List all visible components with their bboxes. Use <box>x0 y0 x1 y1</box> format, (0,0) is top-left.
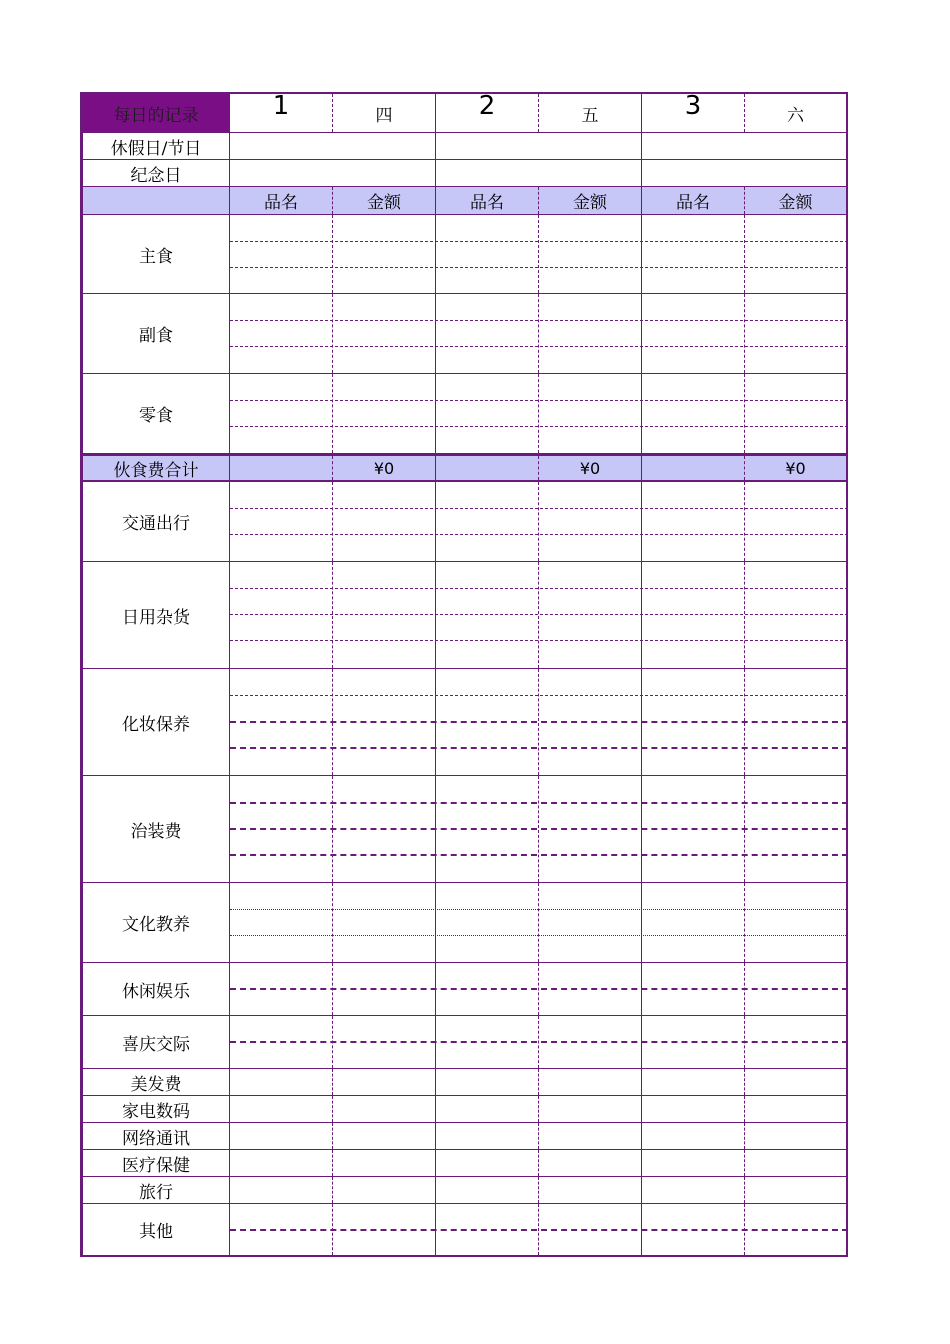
entry-cell[interactable] <box>642 1150 745 1176</box>
category-label: 旅行 <box>80 1177 230 1203</box>
entry-cell[interactable] <box>642 883 745 962</box>
food-total-label: 伙食费合计 <box>80 456 230 480</box>
category-row-electronics <box>80 1096 848 1123</box>
entry-cell[interactable] <box>230 1177 333 1203</box>
category-row-snack <box>80 374 848 454</box>
entry-cell[interactable] <box>333 1177 436 1203</box>
category-row-other <box>80 1204 848 1257</box>
entry-cell[interactable] <box>745 562 848 668</box>
category-label: 家电数码 <box>80 1096 230 1122</box>
entry-cell[interactable] <box>230 883 333 962</box>
row-divider <box>230 935 848 936</box>
row-divider <box>230 988 848 990</box>
row-divider <box>230 747 848 749</box>
entry-cell[interactable] <box>436 1150 539 1176</box>
food-total-value-2: ¥0 <box>539 456 642 480</box>
row-divider <box>230 241 848 242</box>
entry-cell[interactable] <box>539 1069 642 1095</box>
holiday-cell[interactable] <box>436 133 642 159</box>
entry-cell[interactable] <box>539 883 642 962</box>
food-total-value-1: ¥0 <box>333 456 436 480</box>
row-divider <box>230 346 848 347</box>
category-label: 其他 <box>80 1204 230 1255</box>
category-row-transport <box>80 482 848 562</box>
row-divider <box>230 909 848 910</box>
holiday-row <box>80 133 848 160</box>
category-label: 副食 <box>80 294 230 373</box>
row-divider <box>230 588 848 589</box>
row-divider <box>230 320 848 321</box>
entry-cell[interactable] <box>539 482 642 561</box>
entry-cell[interactable] <box>642 1177 745 1203</box>
day-number-2: 2 <box>436 94 539 132</box>
entry-cell[interactable] <box>745 883 848 962</box>
food-total-value-3: ¥0 <box>745 456 848 480</box>
category-label: 治装费 <box>80 776 230 882</box>
category-row-clothing <box>80 776 848 883</box>
anniversary-row <box>80 160 848 187</box>
category-label: 美发费 <box>80 1069 230 1095</box>
anniversary-label: 纪念日 <box>80 160 230 186</box>
entry-cell[interactable] <box>436 294 539 373</box>
entry-cell[interactable] <box>539 374 642 453</box>
entry-cell[interactable] <box>436 1177 539 1203</box>
category-row-medical <box>80 1150 848 1177</box>
entry-cell[interactable] <box>436 562 539 668</box>
entry-cell[interactable] <box>333 215 436 293</box>
entry-cell[interactable] <box>333 1150 436 1176</box>
row-divider <box>230 426 848 427</box>
column-amount: 金额 <box>539 187 642 214</box>
column-header-row <box>80 187 848 215</box>
category-row-staple <box>80 215 848 294</box>
entry-cell[interactable] <box>230 374 333 453</box>
entry-cell[interactable] <box>230 482 333 561</box>
entry-cell[interactable] <box>745 1123 848 1149</box>
category-row-daily-goods <box>80 562 848 669</box>
entry-cell[interactable] <box>539 562 642 668</box>
entry-cell[interactable] <box>333 294 436 373</box>
entry-cell[interactable] <box>230 1150 333 1176</box>
holiday-cell[interactable] <box>642 133 848 159</box>
entry-cell[interactable] <box>745 374 848 453</box>
column-item-name: 品名 <box>436 187 539 214</box>
anniversary-cell[interactable] <box>230 160 436 186</box>
entry-cell[interactable] <box>230 562 333 668</box>
category-label: 零食 <box>80 374 230 453</box>
entry-cell[interactable] <box>539 1096 642 1122</box>
entry-cell[interactable] <box>745 1069 848 1095</box>
entry-cell[interactable] <box>333 883 436 962</box>
column-amount: 金额 <box>745 187 848 214</box>
entry-cell[interactable] <box>333 1123 436 1149</box>
category-label: 网络通讯 <box>80 1123 230 1149</box>
column-item-name: 品名 <box>642 187 745 214</box>
weekday-1: 四 <box>333 94 436 132</box>
category-label: 化妆保养 <box>80 669 230 775</box>
entry-cell[interactable] <box>333 1069 436 1095</box>
category-label: 主食 <box>80 215 230 293</box>
entry-cell[interactable] <box>642 1096 745 1122</box>
row-divider <box>230 854 848 856</box>
row-divider <box>230 640 848 641</box>
entry-cell[interactable] <box>642 562 745 668</box>
row-divider <box>230 1229 848 1231</box>
entry-cell[interactable] <box>745 1150 848 1176</box>
entry-cell[interactable] <box>230 1069 333 1095</box>
entry-cell[interactable] <box>436 374 539 453</box>
entry-cell[interactable] <box>333 374 436 453</box>
holiday-cell[interactable] <box>230 133 436 159</box>
entry-cell[interactable] <box>333 482 436 561</box>
entry-cell[interactable] <box>642 482 745 561</box>
expense-sheet <box>80 92 848 1257</box>
entry-cell[interactable] <box>745 1177 848 1203</box>
anniversary-cell[interactable] <box>642 160 848 186</box>
category-row-cosmetics <box>80 669 848 776</box>
row-divider <box>230 695 848 696</box>
entry-cell[interactable] <box>436 1123 539 1149</box>
column-header-blank <box>80 187 230 214</box>
entry-cell[interactable] <box>436 1096 539 1122</box>
row-divider <box>230 400 848 401</box>
entry-cell[interactable] <box>436 215 539 293</box>
category-row-travel <box>80 1177 848 1204</box>
row-divider <box>230 508 848 509</box>
entry-cell[interactable] <box>333 562 436 668</box>
anniversary-cell[interactable] <box>436 160 642 186</box>
entry-cell[interactable] <box>436 1069 539 1095</box>
entry-cell[interactable] <box>642 294 745 373</box>
row-divider <box>230 534 848 535</box>
entry-cell[interactable] <box>745 1096 848 1122</box>
category-row-social <box>80 1016 848 1069</box>
category-row-hair <box>80 1069 848 1096</box>
total-blank <box>642 456 745 480</box>
row-divider <box>230 828 848 830</box>
entry-cell[interactable] <box>436 482 539 561</box>
holiday-label: 休假日/节日 <box>80 133 230 159</box>
category-label: 休闲娱乐 <box>80 963 230 1015</box>
row-divider <box>230 802 848 804</box>
category-label: 交通出行 <box>80 482 230 561</box>
entry-cell[interactable] <box>230 1123 333 1149</box>
row-divider <box>230 721 848 723</box>
total-blank <box>230 456 333 480</box>
entry-cell[interactable] <box>333 1096 436 1122</box>
entry-cell[interactable] <box>436 883 539 962</box>
total-blank <box>436 456 539 480</box>
weekday-3: 六 <box>745 94 848 132</box>
header-row <box>80 92 848 133</box>
entry-cell[interactable] <box>745 482 848 561</box>
entry-cell[interactable] <box>745 294 848 373</box>
column-amount: 金额 <box>333 187 436 214</box>
entry-cell[interactable] <box>539 1123 642 1149</box>
category-label: 日用杂货 <box>80 562 230 668</box>
category-label: 喜庆交际 <box>80 1016 230 1068</box>
day-number-1: 1 <box>230 94 333 132</box>
category-row-network <box>80 1123 848 1150</box>
entry-cell[interactable] <box>539 215 642 293</box>
day-number-3: 3 <box>642 94 745 132</box>
column-item-name: 品名 <box>230 187 333 214</box>
entry-cell[interactable] <box>745 215 848 293</box>
row-divider <box>230 267 848 268</box>
entry-cell[interactable] <box>230 294 333 373</box>
food-total-row <box>80 454 848 482</box>
entry-cell[interactable] <box>642 1123 745 1149</box>
entry-cell[interactable] <box>539 1177 642 1203</box>
category-label: 医疗保健 <box>80 1150 230 1176</box>
category-row-leisure <box>80 963 848 1016</box>
category-row-side <box>80 294 848 374</box>
entry-cell[interactable] <box>539 294 642 373</box>
category-label: 文化教养 <box>80 883 230 962</box>
entry-cell[interactable] <box>642 215 745 293</box>
entry-cell[interactable] <box>230 215 333 293</box>
entry-cell[interactable] <box>642 1069 745 1095</box>
row-divider <box>230 614 848 615</box>
weekday-2: 五 <box>539 94 642 132</box>
entry-cell[interactable] <box>642 374 745 453</box>
category-row-culture <box>80 883 848 963</box>
row-divider <box>230 1041 848 1043</box>
entry-cell[interactable] <box>230 1096 333 1122</box>
sheet-title: 每日的记录 <box>80 94 230 132</box>
entry-cell[interactable] <box>539 1150 642 1176</box>
